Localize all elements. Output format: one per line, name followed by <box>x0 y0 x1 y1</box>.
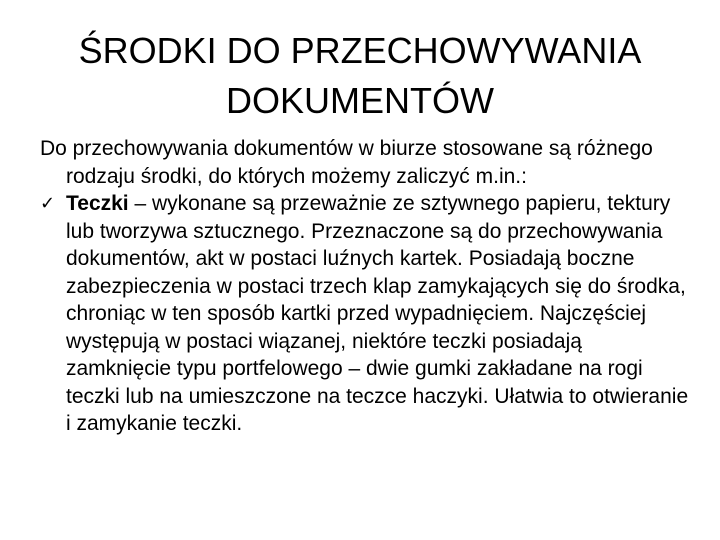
slide-title <box>20 26 700 126</box>
bullet-term: Teczki <box>66 192 129 215</box>
slide-body <box>40 135 690 438</box>
check-icon: ✓ <box>40 193 56 214</box>
intro-paragraph: Do przechowywania dokumentów w biurze stosowane są różnego rodzaju środki, do których możemy zaliczyć m.in.: <box>40 137 653 188</box>
title-line-2: DOKUMENTÓW <box>226 80 494 121</box>
bullet-text: – wykonane są przeważnie ze sztywnego papieru, tektury lub tworzywa sztucznego. Przeznaczone są do przechowywania dokumentów, akt w postaci luźnych kartek. Posiadają boczne zabezpieczenia w postaci trzech klap zamykających się do środka, chroniąc w ten sposób kartki przed wypadnięciem. Najczęściej występują w postaci wiązanej, niektóre teczki posiadają zamknięcie typu portfelowego – dwie gumki zakładane na rogi teczki lub na umieszczone na teczce haczyki. Ułatwia to otwieranie i zamykanie teczki. <box>66 192 689 435</box>
title-line-1: ŚRODKI DO PRZECHOWYWANIA <box>78 30 642 71</box>
bullet-item-teczki <box>40 190 690 438</box>
